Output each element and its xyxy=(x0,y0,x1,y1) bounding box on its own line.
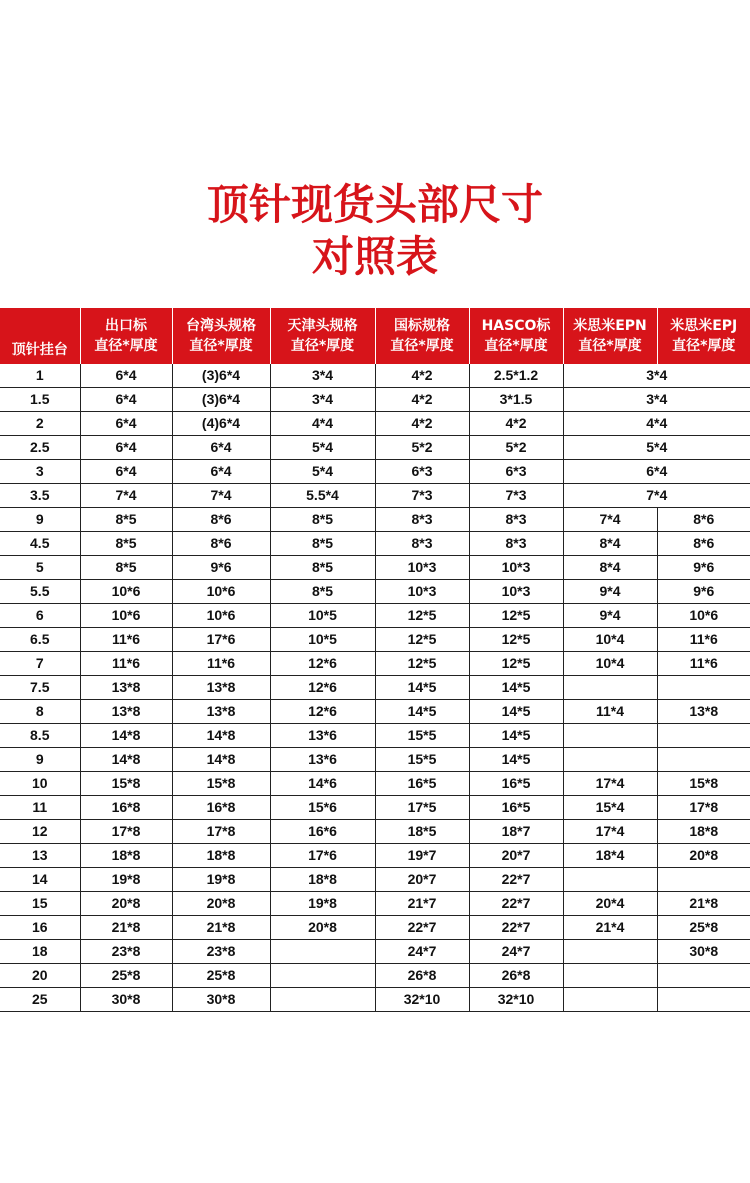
table-cell: 12*6 xyxy=(270,676,375,700)
table-cell: 16*8 xyxy=(172,796,270,820)
table-cell xyxy=(270,988,375,1012)
table-cell: 8*3 xyxy=(375,508,469,532)
table-cell xyxy=(563,988,657,1012)
table-cell: 9*4 xyxy=(563,580,657,604)
table-cell: 22*7 xyxy=(469,868,563,892)
table-cell: 25 xyxy=(0,988,80,1012)
column-header-subtitle: 直径*厚度 xyxy=(484,338,548,354)
table-row xyxy=(0,460,750,484)
table-cell: 10*4 xyxy=(563,628,657,652)
table-cell: 9 xyxy=(0,748,80,772)
table-cell: 5*4 xyxy=(270,460,375,484)
table-cell: 10 xyxy=(0,772,80,796)
table-body xyxy=(0,364,750,1012)
table-cell: 8*4 xyxy=(563,532,657,556)
table-cell: 10*5 xyxy=(270,604,375,628)
table-cell: 20 xyxy=(0,964,80,988)
table-cell xyxy=(563,724,657,748)
table-cell: 11*6 xyxy=(172,652,270,676)
table-cell: 15*8 xyxy=(657,772,750,796)
table-cell: 6*4 xyxy=(80,388,172,412)
table-cell: 8*3 xyxy=(375,532,469,556)
table-row xyxy=(0,772,750,796)
table-cell: 3*1.5 xyxy=(469,388,563,412)
table-cell: 25*8 xyxy=(657,916,750,940)
table-cell: 26*8 xyxy=(469,964,563,988)
table-cell: 16*8 xyxy=(80,796,172,820)
table-cell: 1 xyxy=(0,364,80,388)
table-cell: 11*6 xyxy=(80,652,172,676)
table-cell: 4*2 xyxy=(375,412,469,436)
table-cell: 8*6 xyxy=(172,508,270,532)
table-cell: 11*6 xyxy=(80,628,172,652)
table-cell: 18*8 xyxy=(172,844,270,868)
table-cell: 6*4 xyxy=(172,460,270,484)
table-cell: 17*4 xyxy=(563,820,657,844)
table-cell: 8 xyxy=(0,700,80,724)
table-cell: 15*6 xyxy=(270,796,375,820)
table-cell: 14*5 xyxy=(375,676,469,700)
table-cell: 8*5 xyxy=(80,532,172,556)
table-cell: 14*5 xyxy=(469,748,563,772)
table-cell: 5 xyxy=(0,556,80,580)
table-cell-merged: 7*4 xyxy=(563,484,750,508)
table-cell: 14*5 xyxy=(469,676,563,700)
table-cell: 16*5 xyxy=(469,796,563,820)
table-cell: 2.5*1.2 xyxy=(469,364,563,388)
table-cell: (3)6*4 xyxy=(172,388,270,412)
table-cell: 5.5*4 xyxy=(270,484,375,508)
table-cell: 6*4 xyxy=(80,412,172,436)
table-cell: 4*2 xyxy=(469,412,563,436)
table-cell: 16*5 xyxy=(469,772,563,796)
table-cell: 12 xyxy=(0,820,80,844)
column-header-subtitle: 直径*厚度 xyxy=(290,338,355,354)
column-header xyxy=(270,308,375,364)
table-cell: 20*4 xyxy=(563,892,657,916)
table-cell-merged: 4*4 xyxy=(563,412,750,436)
table-cell: 7.5 xyxy=(0,676,80,700)
table-cell: 8*5 xyxy=(270,508,375,532)
table-cell: 9*6 xyxy=(172,556,270,580)
table-row xyxy=(0,652,750,676)
table-cell: 2 xyxy=(0,412,80,436)
table-cell: (4)6*4 xyxy=(172,412,270,436)
column-header-title: 米思米EPN xyxy=(573,318,647,334)
table-row xyxy=(0,604,750,628)
table-cell: 4*4 xyxy=(270,412,375,436)
table-row xyxy=(0,844,750,868)
table-row xyxy=(0,364,750,388)
table-cell-merged: 3*4 xyxy=(563,388,750,412)
table-cell: 10*6 xyxy=(80,580,172,604)
table-cell: 10*4 xyxy=(563,652,657,676)
table-row xyxy=(0,412,750,436)
column-header-subtitle: 顶针挂台 xyxy=(11,342,68,358)
table-cell: 8*5 xyxy=(270,532,375,556)
table-cell: 20*8 xyxy=(172,892,270,916)
table-row xyxy=(0,532,750,556)
table-row xyxy=(0,484,750,508)
table-cell: 3*4 xyxy=(270,388,375,412)
table-cell: 23*8 xyxy=(172,940,270,964)
table-cell: 14*8 xyxy=(172,724,270,748)
table-row xyxy=(0,628,750,652)
table-cell: 16*6 xyxy=(270,820,375,844)
table-cell: 8*6 xyxy=(657,508,750,532)
table-cell: 20*7 xyxy=(469,844,563,868)
table-cell: 10*3 xyxy=(375,580,469,604)
table-cell: 16*5 xyxy=(375,772,469,796)
column-header-title: HASCO标 xyxy=(481,318,551,334)
table-row xyxy=(0,892,750,916)
column-header-subtitle: 直径*厚度 xyxy=(390,338,454,354)
table-cell: 7*4 xyxy=(172,484,270,508)
table-cell: 17*6 xyxy=(172,628,270,652)
table-cell: 11 xyxy=(0,796,80,820)
table-cell: 3*4 xyxy=(270,364,375,388)
table-cell: 13*8 xyxy=(172,700,270,724)
table-cell: 18*8 xyxy=(80,844,172,868)
table-row xyxy=(0,724,750,748)
column-header xyxy=(563,308,657,364)
table-row xyxy=(0,820,750,844)
table-cell: 5.5 xyxy=(0,580,80,604)
table-cell: 14*5 xyxy=(469,700,563,724)
table-cell: 20*7 xyxy=(375,868,469,892)
table-cell: 17*8 xyxy=(172,820,270,844)
table-cell xyxy=(270,964,375,988)
table-cell xyxy=(657,676,750,700)
table-cell xyxy=(657,868,750,892)
table-cell: 2.5 xyxy=(0,436,80,460)
table-cell-merged: 6*4 xyxy=(563,460,750,484)
column-header xyxy=(375,308,469,364)
table-cell: 14*5 xyxy=(375,700,469,724)
size-comparison-table xyxy=(0,308,750,1012)
table-cell: 6*3 xyxy=(375,460,469,484)
table-cell: 22*7 xyxy=(375,916,469,940)
table-cell xyxy=(657,988,750,1012)
table-cell: 14*5 xyxy=(469,724,563,748)
table-cell: 7*4 xyxy=(80,484,172,508)
table-cell xyxy=(270,940,375,964)
table-cell: 19*8 xyxy=(172,868,270,892)
table-cell-merged: 3*4 xyxy=(563,364,750,388)
column-header-title: 台湾头规格 xyxy=(186,318,256,334)
table-cell: 25*8 xyxy=(80,964,172,988)
column-header-title: 米思米EPJ xyxy=(670,318,738,334)
table-cell: 18*5 xyxy=(375,820,469,844)
table-cell: 12*5 xyxy=(375,652,469,676)
table-cell: 4*2 xyxy=(375,364,469,388)
table-cell: 21*8 xyxy=(657,892,750,916)
table-cell: 8*6 xyxy=(657,532,750,556)
column-header-subtitle: 直径*厚度 xyxy=(672,338,736,354)
page-title: 顶针现货头部尺寸 xyxy=(206,180,543,229)
table-cell: 15*8 xyxy=(172,772,270,796)
table-cell: 13*8 xyxy=(172,676,270,700)
table-cell xyxy=(657,748,750,772)
table-cell: 1.5 xyxy=(0,388,80,412)
column-header-title: 国标规格 xyxy=(394,318,450,334)
table-row xyxy=(0,700,750,724)
table-cell: 32*10 xyxy=(469,988,563,1012)
table-cell: 9 xyxy=(0,508,80,532)
table-cell: 18 xyxy=(0,940,80,964)
table-cell: 8*5 xyxy=(270,580,375,604)
table-cell: 13*8 xyxy=(80,700,172,724)
table-cell: 12*5 xyxy=(469,604,563,628)
table-cell: 10*5 xyxy=(270,628,375,652)
table-cell: 8*3 xyxy=(469,508,563,532)
table-row xyxy=(0,676,750,700)
table-cell: 7*4 xyxy=(563,508,657,532)
table-cell: 11*6 xyxy=(657,628,750,652)
table-cell: 12*5 xyxy=(375,628,469,652)
table-cell: 6*4 xyxy=(172,436,270,460)
table-cell: 7 xyxy=(0,652,80,676)
table-cell: 6*4 xyxy=(80,436,172,460)
table-cell: 10*3 xyxy=(375,556,469,580)
table-cell: 6*4 xyxy=(80,460,172,484)
table-cell: 21*8 xyxy=(80,916,172,940)
table-cell: 30*8 xyxy=(172,988,270,1012)
table-cell: 12*5 xyxy=(469,628,563,652)
table-cell: 8*5 xyxy=(80,556,172,580)
table-row xyxy=(0,508,750,532)
table-cell: 11*6 xyxy=(657,652,750,676)
table-cell: 19*8 xyxy=(270,892,375,916)
table-cell: 7*3 xyxy=(375,484,469,508)
column-header xyxy=(657,308,750,364)
table-cell: 13*8 xyxy=(80,676,172,700)
table-cell: 32*10 xyxy=(375,988,469,1012)
table-cell xyxy=(563,676,657,700)
table-cell: 26*8 xyxy=(375,964,469,988)
table-row xyxy=(0,556,750,580)
table-cell: 13 xyxy=(0,844,80,868)
table-row xyxy=(0,988,750,1012)
table-cell: 20*8 xyxy=(270,916,375,940)
table-cell: 12*6 xyxy=(270,700,375,724)
table-cell: 9*6 xyxy=(657,556,750,580)
table-cell: 24*7 xyxy=(375,940,469,964)
table-cell xyxy=(563,868,657,892)
table-cell: 30*8 xyxy=(657,940,750,964)
table-row xyxy=(0,964,750,988)
table-cell: 17*8 xyxy=(80,820,172,844)
column-header xyxy=(80,308,172,364)
table-cell: 17*4 xyxy=(563,772,657,796)
table-cell: 16 xyxy=(0,916,80,940)
table-cell: 3.5 xyxy=(0,484,80,508)
table-cell: 10*6 xyxy=(172,580,270,604)
table-cell: 12*5 xyxy=(375,604,469,628)
table-cell: 8*3 xyxy=(469,532,563,556)
table-cell: 14*8 xyxy=(80,748,172,772)
table-row xyxy=(0,748,750,772)
table-cell: 5*2 xyxy=(375,436,469,460)
table-cell: 6*3 xyxy=(469,460,563,484)
table-cell: 8*6 xyxy=(172,532,270,556)
table-cell: 12*6 xyxy=(270,652,375,676)
table-cell: 6.5 xyxy=(0,628,80,652)
page-subtitle: 对照表 xyxy=(311,232,438,281)
table-cell: 10*3 xyxy=(469,556,563,580)
table-cell: 8*5 xyxy=(80,508,172,532)
table-cell: 6*4 xyxy=(80,364,172,388)
table-row xyxy=(0,388,750,412)
table-cell: 17*6 xyxy=(270,844,375,868)
table-cell: 19*8 xyxy=(80,868,172,892)
table-cell: 10*6 xyxy=(172,604,270,628)
table-cell: 21*4 xyxy=(563,916,657,940)
table-cell: 24*7 xyxy=(469,940,563,964)
table-cell: 15*5 xyxy=(375,724,469,748)
column-header-subtitle: 直径*厚度 xyxy=(94,338,158,354)
column-header xyxy=(469,308,563,364)
table-cell xyxy=(563,748,657,772)
table-cell: 15*5 xyxy=(375,748,469,772)
table-row xyxy=(0,796,750,820)
table-cell: 5*4 xyxy=(270,436,375,460)
table-cell: 4*2 xyxy=(375,388,469,412)
table-cell: 6 xyxy=(0,604,80,628)
column-header xyxy=(0,308,80,364)
table-cell: 15*4 xyxy=(563,796,657,820)
table-cell: 20*8 xyxy=(80,892,172,916)
table-cell: 10*3 xyxy=(469,580,563,604)
table-row xyxy=(0,916,750,940)
table-cell: 10*6 xyxy=(80,604,172,628)
table-cell: 4.5 xyxy=(0,532,80,556)
table-cell: 14 xyxy=(0,868,80,892)
table-cell: 5*2 xyxy=(469,436,563,460)
table-header-row xyxy=(0,308,750,364)
table-cell: 22*7 xyxy=(469,892,563,916)
table-cell: 8*5 xyxy=(270,556,375,580)
table-cell: 21*8 xyxy=(172,916,270,940)
table-cell: 12*5 xyxy=(469,652,563,676)
table-cell: 8*4 xyxy=(563,556,657,580)
column-header xyxy=(172,308,270,364)
table-row xyxy=(0,940,750,964)
table-cell: 17*8 xyxy=(657,796,750,820)
table-row xyxy=(0,868,750,892)
table-cell: 18*8 xyxy=(270,868,375,892)
table-cell: 30*8 xyxy=(80,988,172,1012)
table-row xyxy=(0,436,750,460)
table-cell xyxy=(657,964,750,988)
table-cell: 14*8 xyxy=(172,748,270,772)
table-cell: (3)6*4 xyxy=(172,364,270,388)
table-cell: 8.5 xyxy=(0,724,80,748)
table-cell: 23*8 xyxy=(80,940,172,964)
table-cell: 18*8 xyxy=(657,820,750,844)
table-cell: 10*6 xyxy=(657,604,750,628)
table-cell: 7*3 xyxy=(469,484,563,508)
table-cell-merged: 5*4 xyxy=(563,436,750,460)
table-cell: 15*8 xyxy=(80,772,172,796)
table-cell xyxy=(657,724,750,748)
table-cell: 22*7 xyxy=(469,916,563,940)
table-cell: 17*5 xyxy=(375,796,469,820)
table-row xyxy=(0,580,750,604)
table-cell: 13*6 xyxy=(270,724,375,748)
table-cell: 19*7 xyxy=(375,844,469,868)
column-header-subtitle: 直径*厚度 xyxy=(189,338,253,354)
table-cell: 13*8 xyxy=(657,700,750,724)
table-cell: 9*6 xyxy=(657,580,750,604)
column-header-subtitle: 直径*厚度 xyxy=(578,338,642,354)
table-cell: 21*7 xyxy=(375,892,469,916)
table-cell: 14*8 xyxy=(80,724,172,748)
table-cell: 9*4 xyxy=(563,604,657,628)
table-cell xyxy=(563,964,657,988)
column-header-title: 出口标 xyxy=(105,318,147,334)
table-cell: 18*4 xyxy=(563,844,657,868)
column-header-title: 天津头规格 xyxy=(287,318,358,334)
table-cell xyxy=(563,940,657,964)
table-cell: 25*8 xyxy=(172,964,270,988)
table-cell: 14*6 xyxy=(270,772,375,796)
table-cell: 11*4 xyxy=(563,700,657,724)
table-cell: 18*7 xyxy=(469,820,563,844)
table-cell: 15 xyxy=(0,892,80,916)
table-cell: 13*6 xyxy=(270,748,375,772)
table-cell: 3 xyxy=(0,460,80,484)
table-cell: 20*8 xyxy=(657,844,750,868)
